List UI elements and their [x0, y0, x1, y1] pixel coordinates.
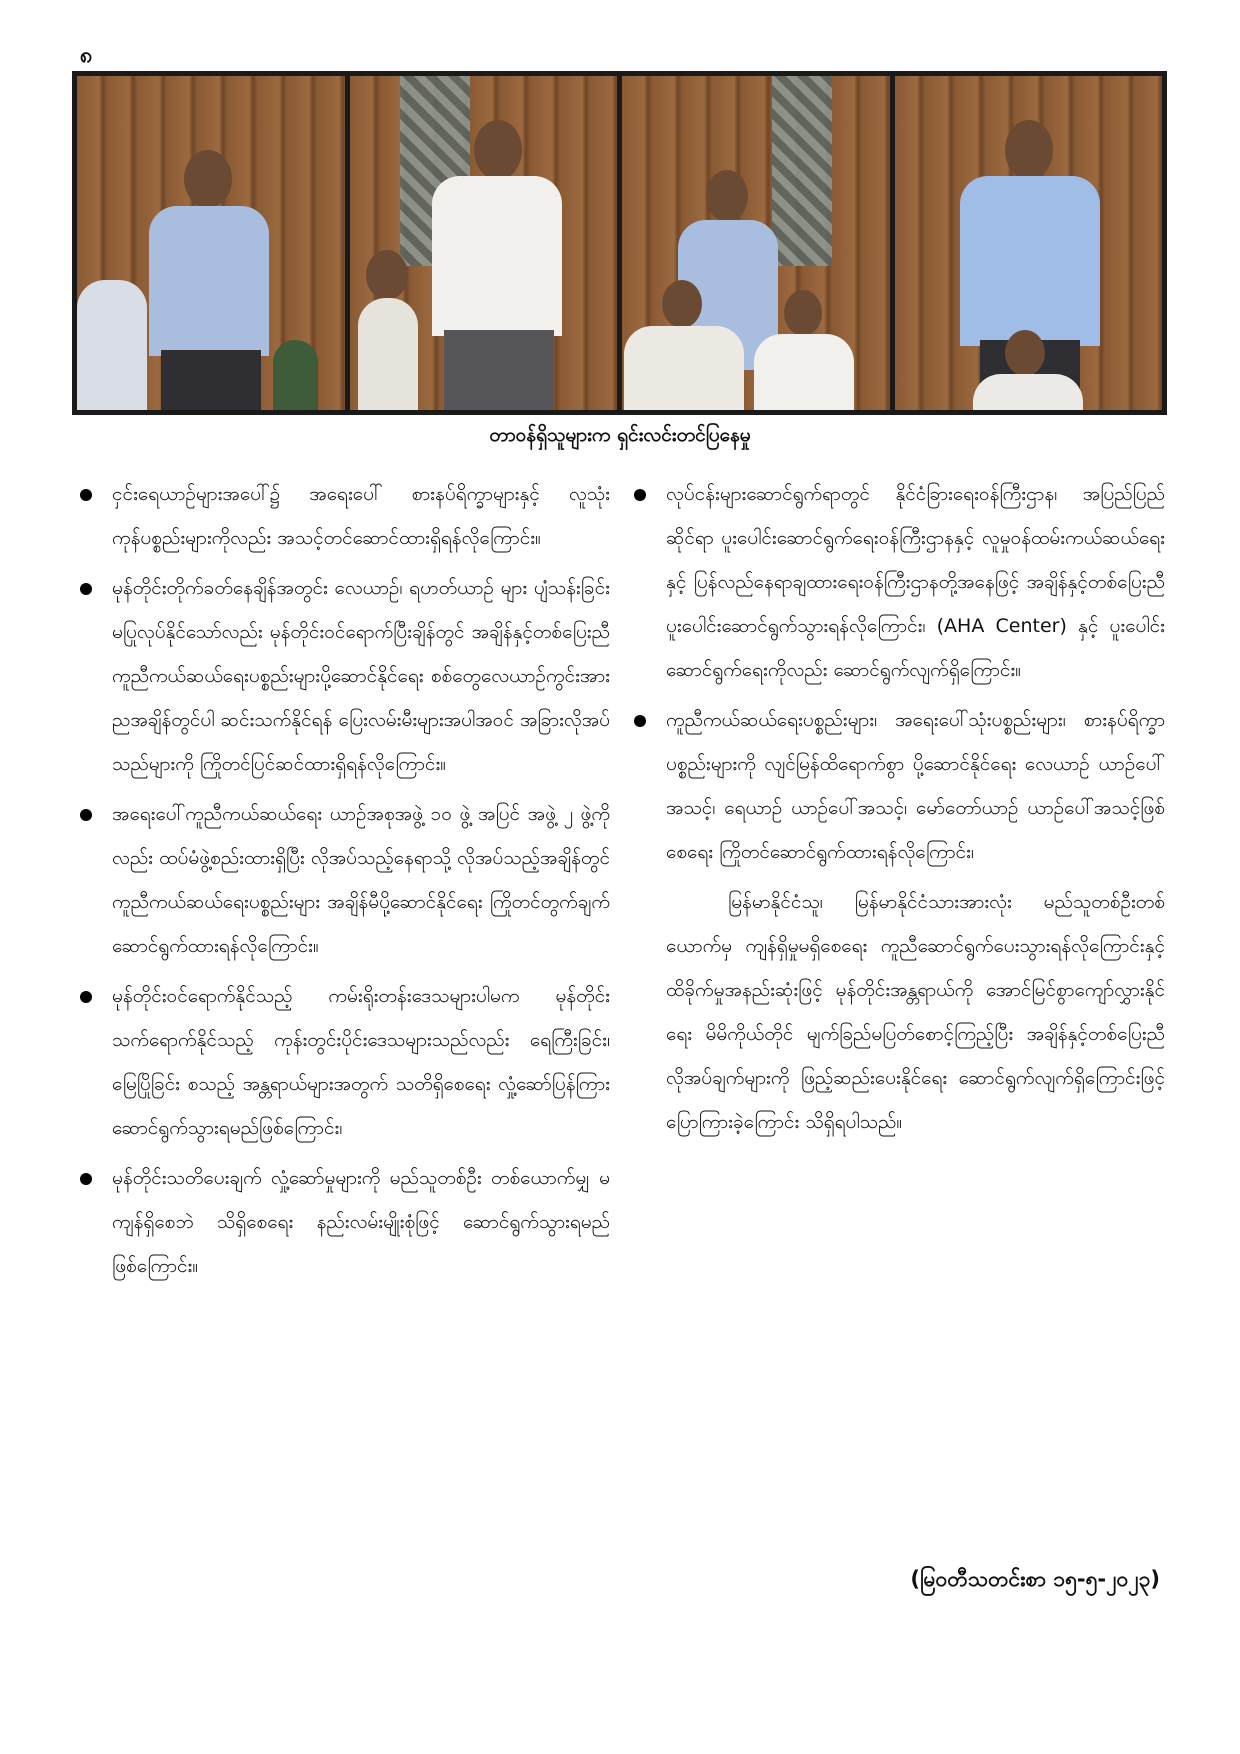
photo-strip — [72, 71, 1167, 415]
bullet-item — [76, 566, 610, 786]
bullet-item — [630, 472, 1165, 692]
bullet-item — [76, 792, 610, 968]
person-figure — [139, 150, 269, 410]
bullet-icon — [80, 1173, 92, 1185]
bullet-text: မုန်တိုင်းတိုက်ခတ်နေချိန်အတွင်း လေယာဉ်၊ ရဟတ်ယာဉ် များ ပျံသန်းခြင်းမပြုလုပ်နိုင်သော်လည်း မုန်တိုင်းဝင်ရောက်ပြီးချိန်တွင် အချိန်နှင့်တစ်ပြေးညီ ကူညီကယ်ဆယ်ရေးပစ္စည်းများပို့ဆောင်နိုင်ရေး စစ်တွေလေယာဉ်ကွင်းအား ညအချိန်တွင်ပါ ဆင်းသက်နိုင်ရန် ပြေးလမ်းမီးများအပါအဝင် အခြားလိုအပ်သည်များကို ကြိုတင်ပြင်ဆင်ထားရှိရန်လိုကြောင်း။ — [112, 577, 610, 775]
bullet-text: လုပ်ငန်းများဆောင်ရွက်ရာတွင် နိုင်ငံခြားရေးဝန်ကြီးဌာန၊ အပြည်ပြည်ဆိုင်ရာ ပူးပေါင်းဆောင်ရွက်ရေးဝန်ကြီးဌာနနှင့် လူမှုဝန်ထမ်းကယ်ဆယ်ရေးနှင့် ပြန်လည်နေရာချထားရေးဝန်ကြီးဌာနတို့အနေဖြင့် အချိန်နှင့်တစ်ပြေးညီ ပူးပေါင်းဆောင်ရွက်သွားရန်လိုကြောင်း၊ (AHA Center) နှင့် ပူးပေါင်းဆောင်ရွက်ရေးကိုလည်း ဆောင်ရွက်လျက်ရှိကြောင်း။ — [666, 483, 1165, 681]
bullet-text: မုန်တိုင်းဝင်ရောက်နိုင်သည့် ကမ်းရိုးတန်းဒေသများပါမက မုန်တိုင်းသက်ရောက်နိုင်သည့် ကုန်းတွင်းပိုင်းဒေသများသည်လည်း ရေကြီးခြင်း၊ မြေပြိုခြင်း စသည့် အန္တရာယ်များအတွက် သတိရှိစေရေး လှုံ့ဆော်ပြန်ကြားဆောင်ရွက်သွားရမည်ဖြစ်ကြောင်း၊ — [112, 985, 610, 1139]
closing-paragraph: မြန်မာနိုင်ငံသူ၊ မြန်မာနိုင်ငံသားအားလုံး မည်သူတစ်ဦးတစ်ယောက်မှ ကျန်ရှိမှုမရှိစေရေး ကူညီဆောင်ရွက်ပေးသွားရန်လိုကြောင်းနှင့် ထိခိုက်မှုအနည်းဆုံးဖြင့် မုန်တိုင်းအန္တရာယ်ကို အောင်မြင်စွာကျော်လွှားနိုင်ရေး မိမိကိုယ်တိုင် မျက်ခြည်မပြတ်စောင့်ကြည့်ပြီး အချိန်နှင့်တစ်ပြေးညီလိုအပ်ချက်များကို ဖြည့်ဆည်းပေးနိုင်ရေး ဆောင်ရွက်လျက်ရှိကြောင်းဖြင့် ပြောကြားခဲ့ကြောင်း သိရှိရပါသည်။ — [666, 891, 1165, 1133]
bullet-text: မုန်တိုင်းသတိပေးချက် လှုံ့ဆော်မှုများကို မည်သူတစ်ဦး တစ်ယောက်မျှ မကျန်ရှိစေဘဲ သိရှိစေရေး နည်းလမ်းမျိုးစုံဖြင့် ဆောင်ရွက်သွားရမည်ဖြစ်ကြောင်း။ — [112, 1167, 610, 1277]
bullet-icon — [80, 809, 92, 821]
page-number: ၈ — [80, 43, 93, 68]
bullet-item — [76, 1156, 610, 1288]
bullet-item — [76, 974, 610, 1150]
bullet-icon — [634, 715, 646, 727]
left-column — [76, 472, 610, 1294]
bullet-icon — [80, 991, 92, 1003]
photo-1 — [77, 76, 345, 410]
bullet-text: ကူညီကယ်ဆယ်ရေးပစ္စည်းများ၊ အရေးပေါ်သုံးပစ္စည်းများ၊ စားနပ်ရိက္ခာပစ္စည်းများကို လျင်မြန်ထိရောက်စွာ ပို့ဆောင်နိုင်ရေး လေယာဉ် ယာဉ်ပေါ်အသင့်၊ ရေယာဉ် ယာဉ်ပေါ်အသင့်၊ မော်တော်ယာဉ် ယာဉ်ပေါ်အသင့်ဖြစ်စေရေး ကြိုတင်ဆောင်ရွက်ထားရန်လိုကြောင်း၊ — [666, 709, 1165, 863]
bullet-item — [76, 472, 610, 560]
person-figure — [273, 330, 318, 410]
photo-caption: တာဝန်ရှိသူများက ရှင်းလင်းတင်ပြနေမှု — [489, 424, 751, 446]
person-figure — [754, 290, 854, 410]
person-figure — [358, 250, 418, 410]
source-citation: (မြဝတီသတင်းစာ ၁၅-၅-၂၀၂၃) — [910, 1567, 1160, 1591]
bullet-text: ငှင်းရေယာဉ်များအပေါ်၌ အရေးပေါ် စားနပ်ရိက္ခာများနှင့် လူသုံးကုန်ပစ္စည်းများကိုလည်း အသင့်တင်ဆောင်ထားရှိရန်လိုကြောင်း။ — [112, 483, 610, 549]
bullet-icon — [80, 583, 92, 595]
bullet-icon — [80, 489, 92, 501]
bullet-item — [630, 698, 1165, 874]
bullet-text: အရေးပေါ်ကူညီကယ်ဆယ်ရေး ယာဉ်အစုအဖွဲ့ ၁၀ ဖွဲ့ အပြင် အဖွဲ့ ၂ ဖွဲ့ကိုလည်း ထပ်မံဖွဲ့စည်းထားရှိပြီး လိုအပ်သည့်နေရာသို့ လိုအပ်သည့်အချိန်တွင် ကူညီကယ်ဆယ်ရေးပစ္စည်းများ အချိန်မီပို့ဆောင်နိုင်ရေး ကြိုတင်တွက်ချက်ဆောင်ရွက်ထားရန်လိုကြောင်း။ — [112, 803, 610, 957]
photo-3 — [622, 76, 890, 410]
person-figure — [973, 330, 1083, 410]
person-figure — [422, 120, 562, 410]
right-column — [630, 472, 1165, 1144]
person-figure — [624, 280, 744, 410]
photo-4 — [895, 76, 1163, 410]
bullet-icon — [634, 489, 646, 501]
photo-2 — [350, 76, 618, 410]
